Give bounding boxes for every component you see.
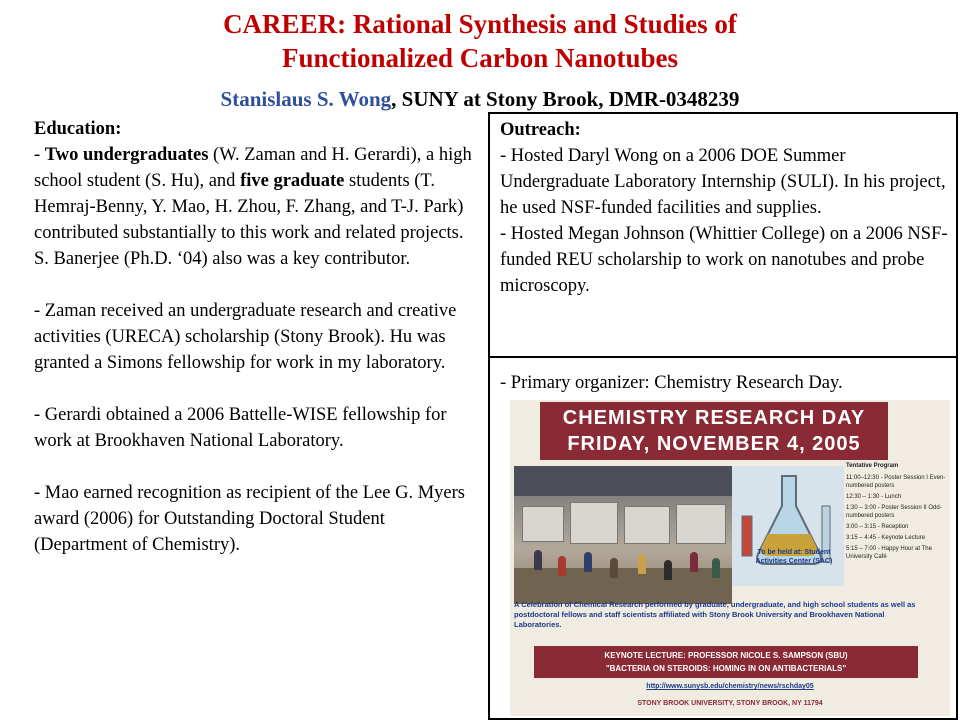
keynote-title: "BACTERIA ON STEROIDS: HOMING IN ON ANTIBACTERIALS" bbox=[605, 664, 847, 673]
poster-footer: STONY BROOK UNIVERSITY, STONY BROOK, NY 11794 bbox=[637, 700, 823, 707]
poster-held-at: To be held at: Student Activities Center (SAC) bbox=[755, 549, 833, 565]
photo-person bbox=[690, 552, 698, 572]
education-section bbox=[34, 116, 480, 584]
poster-program bbox=[846, 462, 946, 561]
photo-poster-board bbox=[522, 506, 564, 542]
education-heading: Education: bbox=[34, 119, 122, 139]
program-item: 11:00–12:30 - Poster Session I Even-numbered posters bbox=[846, 475, 946, 489]
poster-banner-title: CHEMISTRY RESEARCH DAY bbox=[562, 407, 866, 429]
poster-session-photo bbox=[514, 466, 732, 604]
education-paragraph-1 bbox=[34, 142, 480, 272]
education-paragraph-4: - Mao earned recognition as recipient of the Lee G. Myers award (2006) for Outstanding Doctoral Student (Department of Chemistry). bbox=[34, 483, 465, 555]
photo-person bbox=[712, 558, 720, 578]
photo-person bbox=[610, 558, 618, 578]
photo-person bbox=[558, 556, 566, 576]
page-title-line-1: CAREER: Rational Synthesis and Studies of bbox=[223, 9, 737, 39]
photo-ceiling bbox=[514, 466, 732, 496]
program-item: 1:30 – 3:00 - Poster Session II Odd-numbered posters bbox=[846, 505, 942, 519]
education-p1-bold2: five graduate bbox=[240, 171, 345, 191]
photo-person bbox=[664, 560, 672, 580]
program-item: 5:15 – 7:00 - Happy Hour at The University Café bbox=[846, 546, 932, 560]
outreach-paragraph-2: - Hosted Megan Johnson (Whittier College) on a 2006 NSF-funded REU scholarship to work on nanotubes and probe microscopy. bbox=[500, 224, 948, 296]
chemistry-research-day-poster bbox=[510, 400, 950, 716]
photo-person bbox=[584, 552, 592, 572]
author-affiliation: , SUNY at Stony Brook, DMR-0348239 bbox=[391, 87, 740, 111]
author-line bbox=[0, 86, 960, 112]
program-item: 12:30 – 1:30 - Lunch bbox=[846, 494, 902, 500]
poster-url-link[interactable]: http://www.sunysb.edu/chemistry/news/rschday05 bbox=[646, 683, 814, 690]
education-paragraph-3: - Gerardi obtained a 2006 Battelle-WISE fellowship for work at Brookhaven National Laboratory. bbox=[34, 405, 447, 451]
page-title-line-2: Functionalized Carbon Nanotubes bbox=[281, 43, 679, 73]
flask-icon bbox=[732, 466, 844, 586]
outreach-box bbox=[488, 112, 958, 358]
outreach-paragraph-3: - Primary organizer: Chemistry Research Day. bbox=[500, 373, 843, 393]
photo-person bbox=[534, 550, 542, 570]
outreach-heading: Outreach: bbox=[500, 120, 581, 140]
education-p1-mid: (W. Zaman and H. Gerardi), a high school student (S. Hu), and bbox=[34, 145, 472, 191]
keynote-speaker: KEYNOTE LECTURE: PROFESSOR NICOLE S. SAMPSON (SBU) bbox=[604, 651, 848, 660]
poster-banner-date: FRIDAY, NOVEMBER 4, 2005 bbox=[567, 433, 861, 455]
poster-celebration-text: A Celebration of Chemical Research performed by graduate, undergraduate, and high school students as well as postdoctoral fellows and staff scientists affiliated with Stony Brook University and Brookhaven National Laboratories. bbox=[514, 600, 916, 629]
poster-banner bbox=[540, 402, 888, 460]
program-heading: Tentative Program bbox=[846, 463, 899, 469]
outreach-paragraph-1: - Hosted Daryl Wong on a 2006 DOE Summer Undergraduate Laboratory Internship (SULI). In his project, he used NSF-funded facilities and supplies. bbox=[500, 146, 946, 218]
program-item: 3:00 – 3:15 - Reception bbox=[846, 524, 909, 530]
program-item: 3:15 – 4:45 - Keynote Lecture bbox=[846, 535, 926, 541]
education-paragraph-2: - Zaman received an undergraduate research and creative activities (URECA) scholarship (Stony Brook). Hu was granted a Simons fellowship for work in my laboratory. bbox=[34, 301, 457, 373]
education-p1-bold1: Two undergraduates bbox=[44, 145, 209, 165]
photo-person bbox=[638, 554, 646, 574]
author-name: Stanislaus S. Wong bbox=[220, 87, 392, 111]
poster-keynote bbox=[534, 646, 918, 678]
photo-poster-board bbox=[624, 506, 670, 544]
education-p1-pre: - bbox=[34, 145, 45, 165]
photo-poster-board bbox=[676, 504, 726, 544]
photo-poster-board bbox=[570, 502, 618, 544]
education-p1-rest: students (T. Hemraj-Benny, Y. Mao, H. Zhou, F. Zhang, and T-J. Park) contributed substantially to this work and related projects. S. Banerjee (Ph.D. ‘04) also was a key contributor. bbox=[34, 171, 464, 269]
photo-floor bbox=[514, 568, 732, 604]
